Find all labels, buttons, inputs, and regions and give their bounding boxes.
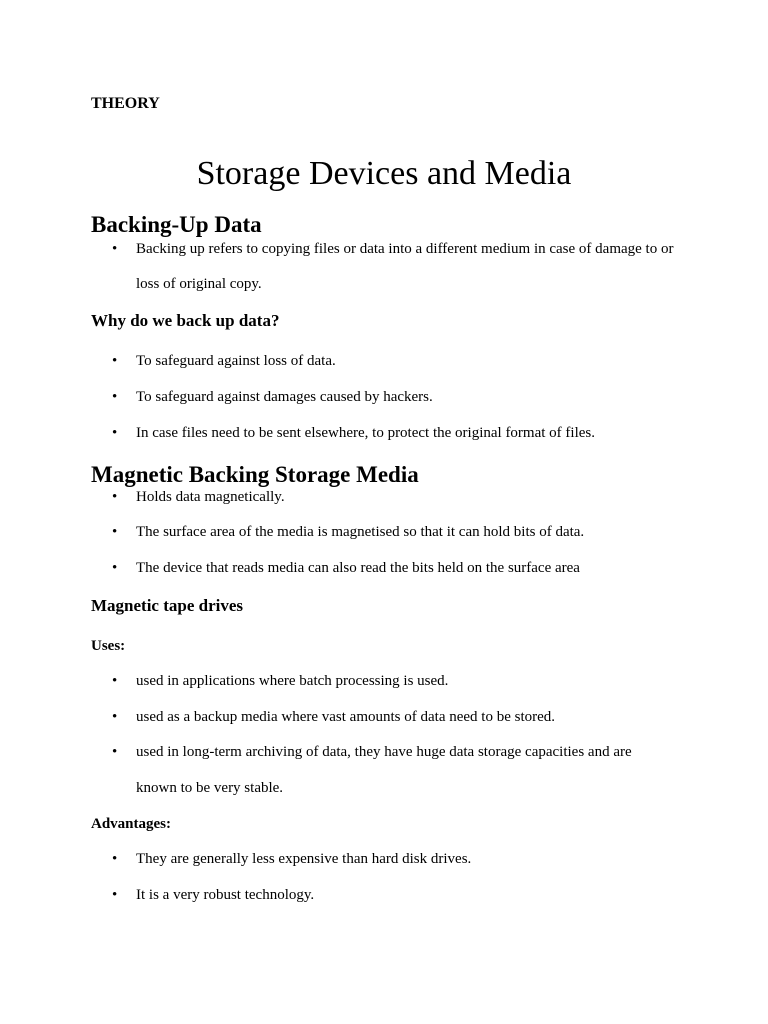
bullet-marker: • [112, 673, 118, 689]
heading-backing-up-data: Backing-Up Data [91, 212, 262, 237]
bullet-marker: • [112, 389, 118, 405]
heading-magnetic-tape-drives: Magnetic tape drives [91, 596, 244, 615]
heading-why-back-up: Why do we back up data? [91, 311, 280, 330]
bullet-marker: • [112, 524, 118, 540]
bullet-marker: • [112, 744, 118, 760]
bullet-marker: • [112, 241, 118, 257]
list-item: used in long-term archiving of data, they have huge data storage capacities and are [136, 744, 632, 760]
list-item-continuation: loss of original copy. [136, 276, 262, 292]
bullet-marker: • [112, 709, 118, 725]
list-item: used as a backup media where vast amounts of data need to be stored. [136, 709, 556, 725]
list-item: The device that reads media can also read the bits held on the surface area [136, 560, 580, 576]
list-item: used in applications where batch processing is used. [136, 673, 449, 689]
list-item-continuation: known to be very stable. [136, 780, 284, 796]
list-item: To safeguard against damages caused by hackers. [136, 389, 433, 405]
bullet-marker: • [112, 560, 118, 576]
heading-magnetic-backing-storage: Magnetic Backing Storage Media [91, 462, 419, 487]
list-item: It is a very robust technology. [136, 887, 315, 903]
heading-advantages: Advantages: [91, 816, 172, 832]
list-item: To safeguard against loss of data. [136, 353, 336, 369]
bullet-marker: • [112, 425, 118, 441]
heading-uses: Uses: [91, 638, 126, 654]
list-item: In case files need to be sent elsewhere, to protect the original format of files. [136, 425, 595, 441]
bullet-marker: • [112, 851, 118, 867]
list-item: The surface area of the media is magnetised so that it can hold bits of data. [136, 524, 585, 540]
page-title: Storage Devices and Media [196, 155, 572, 192]
list-item: Holds data magnetically. [136, 489, 285, 505]
list-item: They are generally less expensive than hard disk drives. [136, 851, 472, 867]
bullet-marker: • [112, 353, 118, 369]
list-item: Backing up refers to copying files or data into a different medium in case of damage to or [136, 241, 674, 257]
bullet-marker: • [112, 887, 118, 903]
bullet-marker: • [112, 489, 118, 505]
section-label: THEORY [91, 95, 160, 112]
